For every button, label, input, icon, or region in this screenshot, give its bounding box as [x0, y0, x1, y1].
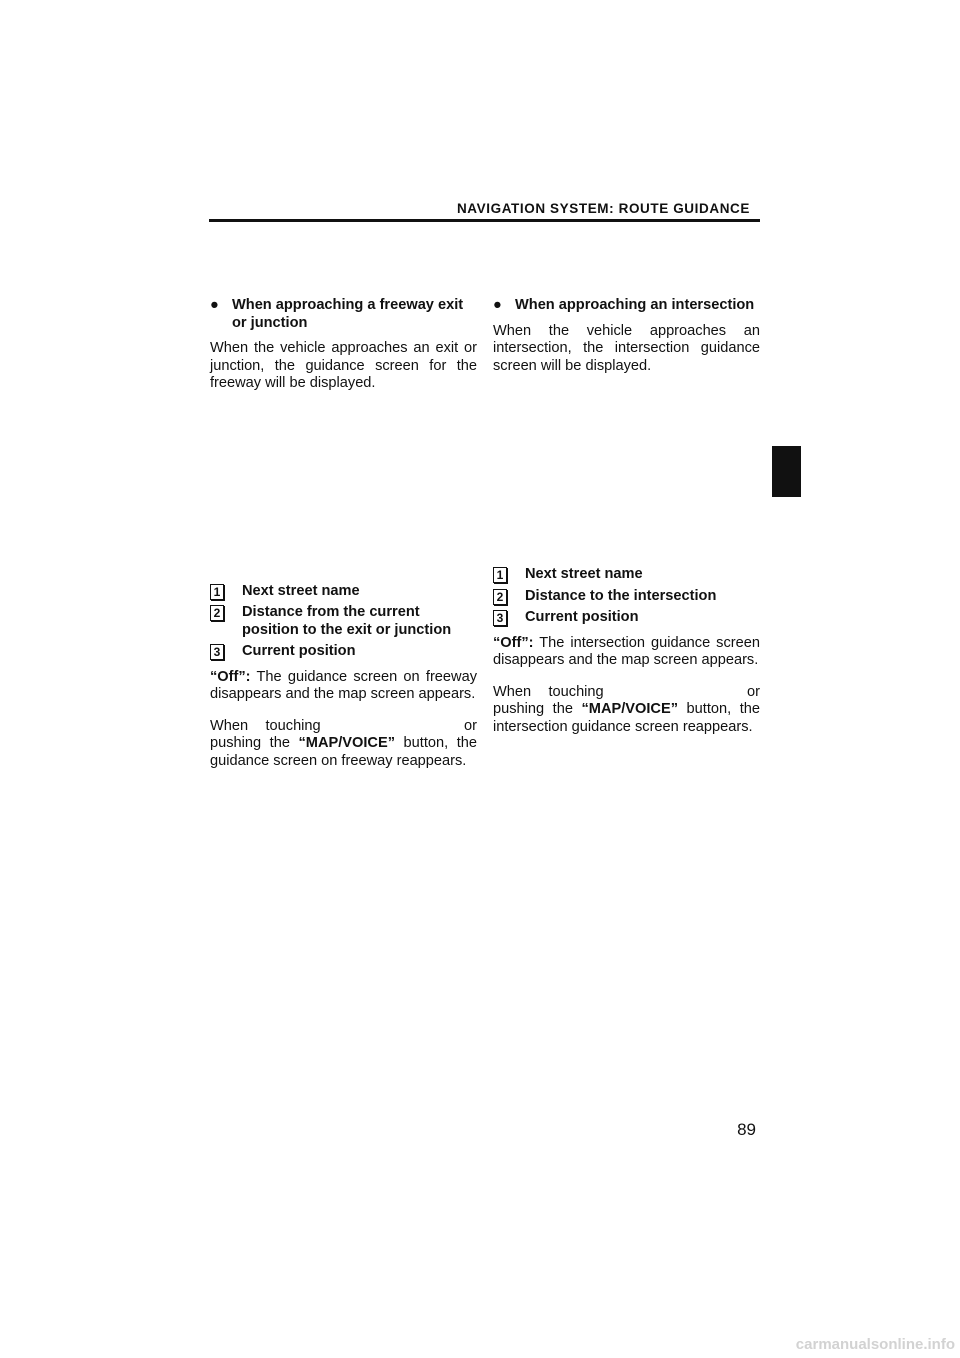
touch-paragraph — [210, 718, 477, 771]
bullet-icon: ● — [493, 297, 502, 313]
watermark: carmanualsonline.info — [795, 1336, 955, 1353]
callout-label: Current position — [242, 643, 356, 659]
right-column — [493, 297, 760, 736]
off-text: The guidance screen on freeway disappears and the map screen appears. — [210, 668, 477, 702]
header-rule — [209, 219, 760, 222]
callout-list — [493, 566, 760, 627]
callout-number-badge: 1 — [493, 567, 507, 583]
callout-number-badge: 1 — [210, 584, 224, 600]
touch-start: When touching — [210, 717, 321, 734]
intro-paragraph: When the vehicle approaches an intersection, the intersection guidance screen will be displayed. — [493, 322, 760, 374]
page-number: 89 — [737, 1120, 756, 1139]
callout-item — [493, 588, 760, 606]
heading-text: When approaching an intersection — [515, 297, 755, 313]
touch-start: When touching — [493, 683, 604, 700]
callout-label: Next street name — [525, 566, 643, 582]
touch-end: button, the intersection guidance screen reappears. — [493, 701, 760, 735]
off-paragraph — [493, 635, 760, 670]
off-text: The intersection guidance screen disappears and the map screen appears. — [493, 634, 760, 668]
touch-end: button, the guidance screen on freeway reappears. — [210, 735, 477, 769]
callout-label: Current position — [525, 609, 639, 625]
page-header-title: NAVIGATION SYSTEM: ROUTE GUIDANCE — [456, 201, 750, 216]
callout-number-badge: 3 — [210, 644, 224, 660]
map-voice-button-ref: “MAP/VOICE” — [581, 701, 678, 717]
map-voice-button-ref: “MAP/VOICE” — [298, 735, 395, 751]
touch-mid: or pushing the — [493, 683, 761, 717]
callout-label: Distance to the intersection — [525, 587, 717, 604]
section-heading-intersection — [493, 297, 760, 315]
bullet-icon: ● — [210, 297, 219, 313]
callout-item — [210, 604, 477, 639]
off-label: “Off”: — [493, 634, 534, 651]
callout-number-badge: 2 — [210, 605, 224, 621]
off-label: “Off”: — [210, 668, 251, 685]
callout-item — [210, 583, 477, 601]
section-heading-freeway — [210, 297, 477, 332]
callout-list — [210, 583, 477, 661]
section-tab — [772, 446, 801, 497]
left-column — [210, 297, 477, 770]
intro-paragraph: When the vehicle approaches an exit or junction, the guidance screen for the freeway will be displayed. — [210, 340, 477, 391]
heading-text: When approaching a freeway exit or junction — [232, 297, 464, 331]
off-paragraph — [210, 669, 477, 704]
callout-number-badge: 2 — [493, 589, 507, 605]
touch-mid: or pushing the — [210, 717, 478, 751]
touch-paragraph — [493, 684, 760, 737]
callout-number-badge: 3 — [493, 610, 507, 626]
callout-item — [210, 643, 477, 661]
callout-label: Distance from the current position to the exit or junction — [242, 604, 452, 638]
callout-label: Next street name — [242, 582, 360, 599]
callout-item — [493, 566, 760, 584]
callout-item — [493, 609, 760, 627]
